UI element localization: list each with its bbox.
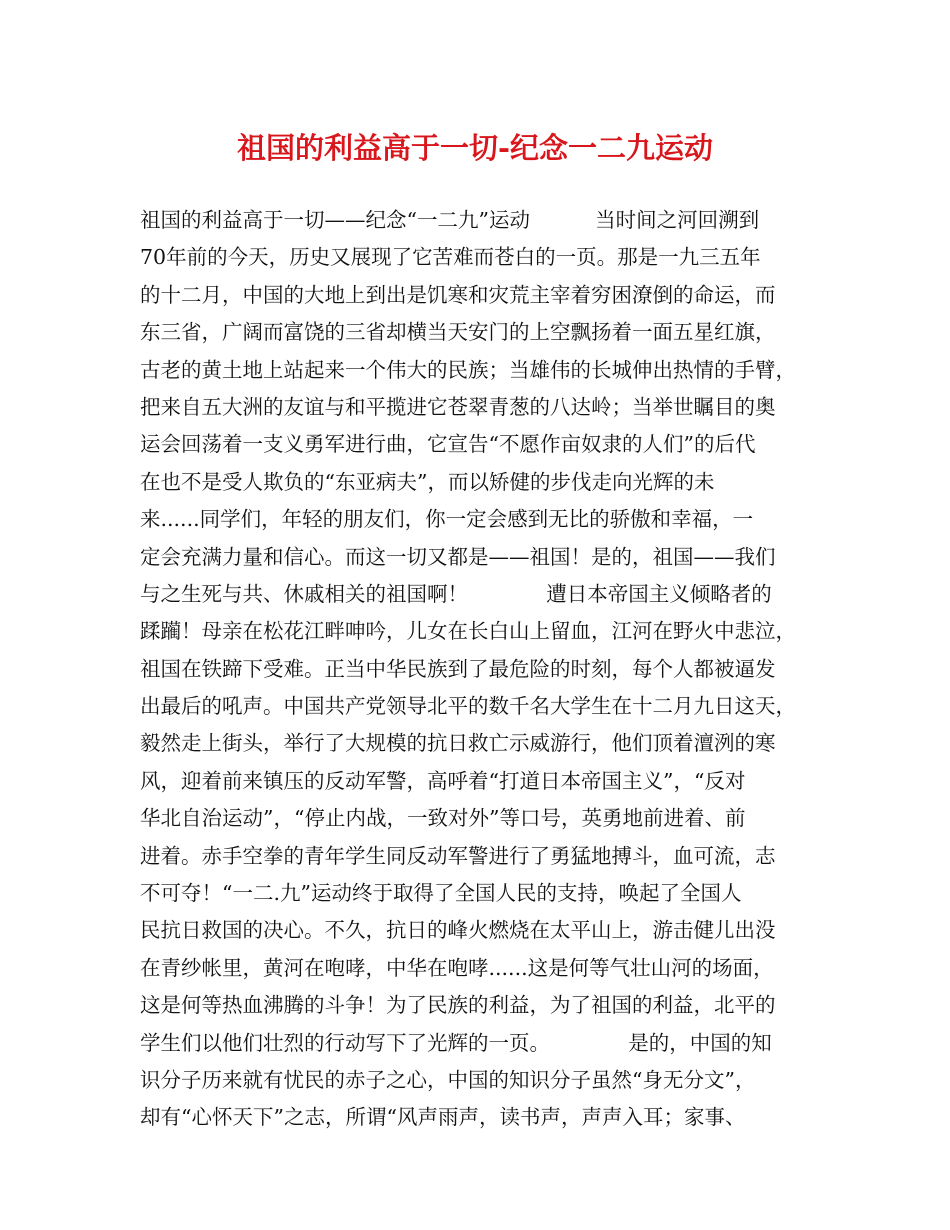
body-line: 不可夺！“一二.九”运动终于取得了全国人民的支持，唤起了全国人 — [140, 881, 742, 906]
body-line: 进着。赤手空拳的青年学生同反动军警进行了勇猛地搏斗，血可流，志 — [140, 843, 776, 868]
body-line: 蹂躏！母亲在松花江畔呻吟，儿女在长白山上留血，江河在野火中悲泣， — [140, 619, 796, 644]
body-line: 祖国在铁蹄下受难。正当中华民族到了最危险的时刻，每个人都被逼发 — [140, 656, 776, 681]
body-line: 毅然走上街头，举行了大规模的抗日救亡示威游行，他们顶着澶洌的寒 — [140, 731, 776, 756]
body-line: 在也不是受人欺负的“东亚病夫”，而以矫健的步伐走向光辉的未 — [140, 469, 715, 494]
body-line: 华北自治运动”，“停止内战，一致对外”等口号，英勇地前进着、前 — [140, 806, 746, 831]
body-line: 学生们以他们壮烈的行动写下了光辉的一页。 是的，中国的知 — [140, 1030, 772, 1055]
document-title: 祖国的利益高于一切-纪念一二九运动 — [236, 131, 714, 165]
body-line: 定会充满力量和信心。而这一切又都是——祖国！是的，祖国——我们 — [140, 544, 776, 569]
body-line: 的十二月，中国的大地上到出是饥寒和灾荒主宰着穷困潦倒的命运，而 — [140, 282, 776, 307]
body-line: 与之生死与共、休戚相关的祖国啊！ 遭日本帝国主义倾略者的 — [140, 581, 772, 606]
body-line: 民抗日救国的决心。不久，抗日的峰火燃烧在太平山上，游击健儿出没 — [140, 918, 776, 943]
body-line: 祖国的利益高于一切——纪念“一二九”运动 当时间之河回溯到 — [140, 208, 760, 232]
body-line: 却有“心怀天下”之志，所谓“风声雨声，读书声，声声入耳；家事、 — [140, 1105, 746, 1130]
body-line: 70年前的今天，历史又展现了它苦难而苍白的一页。那是一九三五年 — [140, 245, 761, 270]
body-line: 识分子历来就有忧民的赤子之心，中国的知识分子虽然“身无分文”， — [140, 1067, 756, 1092]
body-line: 来......同学们，年轻的朋友们，你一定会感到无比的骄傲和幸福，一 — [140, 507, 754, 532]
body-line: 古老的黄土地上站起来一个伟大的民族；当雄伟的长城伸出热情的手臂， — [140, 357, 796, 382]
body-line: 东三省，广阔而富饶的三省却横当天安门的上空飘扬着一面五星红旗， — [140, 320, 776, 345]
body-line: 这是何等热血沸腾的斗争！为了民族的利益，为了祖国的利益，北平的 — [140, 993, 776, 1018]
body-line: 在青纱帐里，黄河在咆哮，中华在咆哮......这是何等气壮山河的场面， — [140, 955, 774, 980]
document-body — [140, 202, 830, 1137]
body-line: 把来自五大洲的友谊与和平揽进它苍翠青葱的八达岭；当举世瞩目的奥 — [140, 394, 776, 419]
body-line: 风，迎着前来镇压的反动军警，高呼着“打道日本帝国主义”，“反对 — [140, 768, 746, 793]
body-line: 出最后的吼声。中国共产党领导北平的数千名大学生在十二月九日这天， — [140, 694, 796, 719]
body-line: 运会回荡着一支义勇军进行曲，它宣告“不愿作亩奴隶的人们”的后代 — [140, 432, 756, 457]
